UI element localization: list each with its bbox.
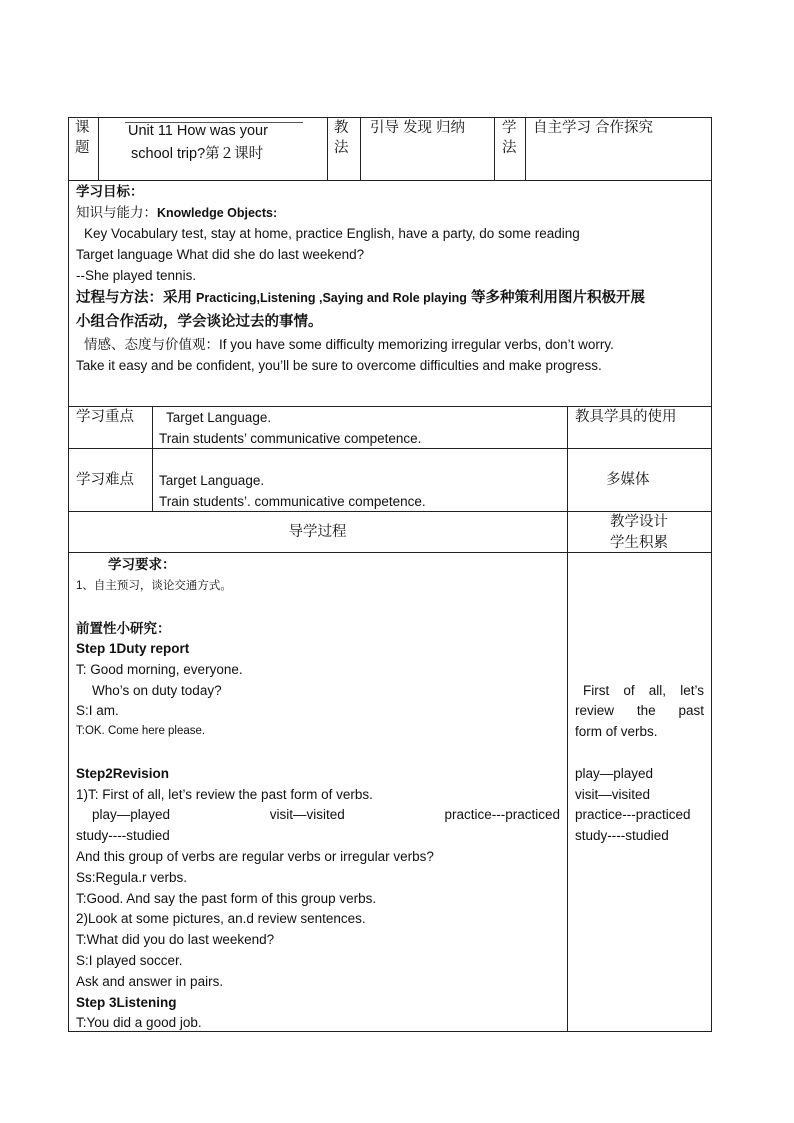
dialogue-line: 1)T: First of all, let’s review the past form of verbs. [76, 787, 373, 802]
emotion-line [84, 334, 614, 355]
focus-label: 学习重点 [76, 409, 134, 425]
dialogue-line: Ask and answer in pairs. [76, 974, 224, 989]
dialogue-line: T:You did a good job. [76, 1015, 202, 1030]
multimedia-label: 多媒体 [606, 472, 650, 488]
difficulty-line1: Target Language. [159, 473, 265, 488]
vocabulary-line: Key Vocabulary test, stay at home, practice English, have a party, do some reading [84, 226, 580, 241]
process-label: 过程与方法：采用 [76, 290, 192, 306]
table-border-right [711, 117, 712, 1032]
verbs-row [92, 804, 560, 825]
col-divider [360, 117, 361, 180]
answer-line: --She played tennis. [76, 268, 197, 283]
requirements-item: 1、自主预习，谈论交通方式。 [76, 580, 232, 592]
dialogue-line: T:What did you do last weekend? [76, 932, 275, 947]
dialogue-line: S:I played soccer. [76, 953, 183, 968]
dialogue-line: S:I am. [76, 703, 119, 718]
step3-heading: Step 3Listening [76, 995, 177, 1010]
step1-heading: Step 1Duty report [76, 641, 190, 656]
side-note-line2: review the past [575, 703, 704, 718]
emotion-text: If you have some difficulty memorizing irregular verbs, don’t worry. [219, 337, 614, 352]
dialogue-line: 2)Look at some pictures, an.d review sentences. [76, 911, 366, 926]
step2-heading: Step2Revision [76, 766, 170, 781]
process-line [76, 288, 645, 309]
method-value: 引导 发现 归纳 [370, 120, 466, 136]
verb-pair: practice---practiced [444, 807, 560, 822]
knowledge-en: Knowledge Objects: [157, 206, 278, 220]
target-language-line: Target language What did she do last weekend? [76, 247, 365, 262]
side-verb: play—played [575, 766, 654, 781]
focus-line2: Train students’ communicative competence. [159, 431, 422, 446]
dialogue-line: And this group of verbs are regular verbs or irregular verbs? [76, 849, 434, 864]
guide-process-label: 导学过程 [288, 524, 347, 540]
emotion-label: 情感、态度与价值观： [84, 337, 219, 352]
process-tail: 等多种策利用图片积极开展 [470, 290, 645, 306]
verb-pair: play—played [92, 807, 171, 822]
verb-pair: visit—visited [269, 807, 345, 822]
col-divider [525, 117, 526, 180]
dialogue-line: T:Good. And say the past form of this group verbs. [76, 891, 377, 906]
difficulty-line2: Train students’. communicative competence. [159, 494, 426, 509]
lesson-title-line2: school trip?第２课时 [131, 146, 264, 162]
side-note-line1: First of all, let’s [583, 683, 704, 698]
side-note-line3: form of verbs. [575, 724, 658, 739]
difficulty-label: 学习难点 [76, 472, 134, 488]
student-accumulation-label: 学生积累 [610, 535, 668, 551]
requirements-heading: 学习要求： [108, 557, 176, 572]
col-divider [567, 406, 568, 1032]
study-value: 自主学习 合作探究 [533, 120, 654, 136]
focus-line1: Target Language. [166, 410, 272, 425]
side-verb: visit—visited [575, 787, 651, 802]
table-border-left [68, 117, 69, 1032]
col-divider [494, 117, 495, 180]
process-en: Practicing,Listening ,Saying and Role playing [196, 291, 467, 305]
side-verb: study----studied [575, 828, 669, 843]
col-divider [327, 117, 328, 180]
dialogue-line: Ss:Regula.r verbs. [76, 870, 188, 885]
study-label: 学 法 [502, 120, 517, 156]
dialogue-line: T: Good morning, everyone. [76, 662, 243, 677]
process-line2: 小组合作活动，学会谈论过去的事情。 [76, 314, 323, 330]
row-divider [68, 180, 712, 181]
side-verb: practice---practiced [575, 807, 691, 822]
knowledge-label: 知识与能力： [76, 205, 157, 220]
col-divider [152, 406, 153, 512]
col-divider [98, 117, 99, 180]
objectives-heading: 学习目标： [76, 184, 144, 199]
dialogue-line: Who’s on duty today? [92, 683, 222, 698]
verb-pair: study----studied [76, 828, 170, 843]
teaching-design-label: 教学设计 [610, 514, 668, 530]
topic-label: 课 题 [75, 120, 90, 156]
dialogue-line: T:OK. Come here please. [76, 725, 206, 737]
knowledge-line [76, 202, 277, 224]
method-label: 教 法 [334, 120, 349, 156]
emotion-line2: Take it easy and be confident, you’ll be sure to overcome difficulties and make progress. [76, 358, 602, 373]
teaching-aids-label: 教具学具的使用 [575, 409, 677, 425]
pre-study-heading: 前置性小研究： [76, 621, 171, 636]
lesson-title-line1: Unit 11 How was your [128, 123, 268, 139]
